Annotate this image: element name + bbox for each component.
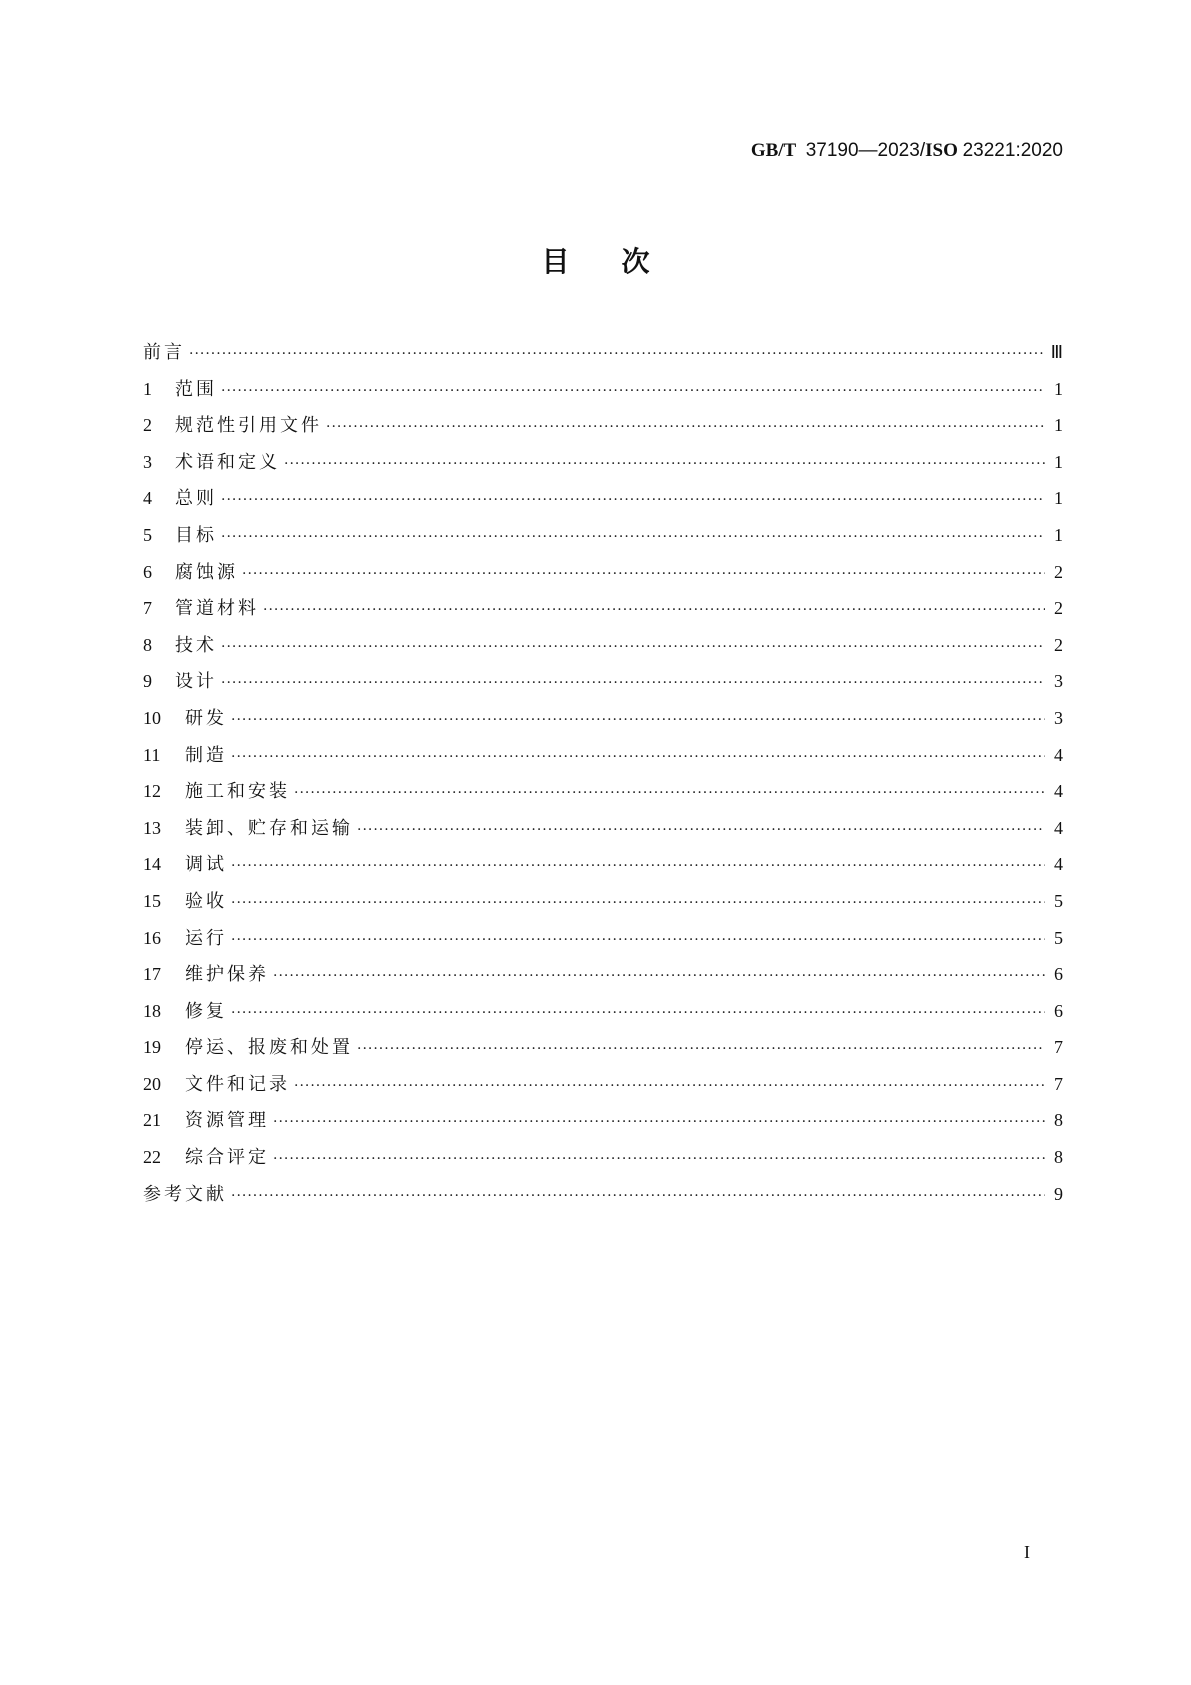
dot-leader (231, 858, 1045, 874)
page-number: I (1024, 1542, 1030, 1562)
dot-leader (357, 1041, 1045, 1057)
dot-leader (357, 822, 1045, 838)
toc-entry-number: 20 (143, 1073, 161, 1094)
toc-entry-label: 前言 (143, 342, 185, 363)
dot-leader (294, 785, 1045, 801)
standard-number-header (751, 140, 1063, 162)
toc-entry-label: 规范性引用文件 (175, 415, 322, 437)
toc-entry-label: 设计 (175, 671, 217, 693)
toc-entry-page: 2 (1054, 598, 1063, 619)
toc-entry-page: 3 (1054, 671, 1063, 692)
toc-entry-label: 资源管理 (185, 1110, 269, 1132)
toc-entry-page: 7 (1054, 1037, 1063, 1058)
toc-entry-page: 4 (1054, 744, 1063, 765)
dot-leader (231, 932, 1045, 948)
toc-entry-label: 总则 (175, 488, 217, 510)
dot-leader (294, 1078, 1045, 1094)
dot-leader (231, 712, 1045, 728)
toc-entry[interactable] (143, 924, 1063, 961)
toc-entry-label: 术语和定义 (175, 451, 280, 473)
toc-entry[interactable] (143, 997, 1063, 1034)
toc-entry-label: 腐蚀源 (175, 561, 238, 583)
toc-entry-page: 4 (1054, 817, 1063, 838)
iso-prefix: ISO (925, 140, 958, 161)
toc-entry[interactable] (143, 704, 1063, 741)
toc-entry[interactable] (143, 887, 1063, 924)
toc-entry-number: 6 (143, 561, 152, 582)
toc-entry-number: 9 (143, 671, 152, 692)
toc-entry[interactable] (143, 1070, 1063, 1107)
toc-entry-label: 综合评定 (185, 1147, 269, 1169)
toc-entry-page: 4 (1054, 854, 1063, 875)
toc-entry-label: 研发 (185, 707, 227, 729)
toc-entry-number: 5 (143, 524, 152, 545)
dot-leader (221, 675, 1045, 691)
dot-leader (273, 968, 1045, 984)
dot-leader (221, 529, 1045, 545)
toc-entry-page: 8 (1054, 1147, 1063, 1168)
toc-entry-number: 7 (143, 598, 152, 619)
toc-entry[interactable] (143, 411, 1063, 448)
toc-entry-page: 5 (1054, 890, 1063, 911)
toc-entry[interactable] (143, 960, 1063, 997)
toc-entry-label: 修复 (185, 1000, 227, 1022)
dot-leader (189, 346, 1045, 362)
toc-entry-number: 4 (143, 488, 152, 509)
toc-entry-number: 2 (143, 415, 152, 436)
page-title: 目次 (541, 245, 702, 278)
dot-leader (221, 639, 1045, 655)
dot-leader (326, 419, 1045, 435)
toc-entry-page: Ⅲ (1050, 342, 1063, 362)
toc-entry-page: 1 (1054, 451, 1063, 472)
dot-leader (231, 1188, 1045, 1204)
toc-entry-page: 1 (1054, 378, 1063, 399)
dot-leader (273, 1114, 1045, 1130)
toc-entry-page: 2 (1054, 634, 1063, 655)
toc-entry-number: 16 (143, 927, 161, 948)
toc-entry-number: 10 (143, 707, 161, 728)
dot-leader (231, 1005, 1045, 1021)
standard-code: 37190—2023/ (805, 140, 926, 161)
toc-entry-number: 18 (143, 1000, 161, 1021)
toc-entry-number: 21 (143, 1110, 161, 1131)
toc-entry-label: 装卸、贮存和运输 (185, 817, 353, 839)
toc-entry[interactable] (143, 631, 1063, 668)
toc-entry-page: 9 (1054, 1183, 1063, 1204)
toc-entry-page: 6 (1054, 1000, 1063, 1021)
dot-leader (273, 1151, 1045, 1167)
standard-prefix: GB/T (750, 140, 797, 161)
dot-leader (231, 895, 1045, 911)
toc-entry-number: 12 (143, 781, 161, 802)
toc-entry-label: 文件和记录 (185, 1073, 290, 1095)
toc-entry[interactable] (143, 777, 1063, 814)
toc-entry-number: 3 (143, 451, 152, 472)
toc-entry-number: 1 (143, 378, 152, 399)
toc-entry-label: 管道材料 (175, 598, 259, 620)
toc-entry-label: 施工和安装 (185, 781, 290, 803)
toc-entry-number: 17 (143, 964, 161, 985)
toc-entry[interactable] (143, 667, 1063, 704)
toc-entry[interactable] (143, 850, 1063, 887)
dot-leader (242, 566, 1045, 582)
toc-entry-label: 停运、报废和处置 (185, 1037, 353, 1059)
toc-entry[interactable] (143, 594, 1063, 631)
toc-entry-label: 目标 (175, 524, 217, 546)
toc-entry[interactable] (143, 521, 1063, 558)
toc-entry[interactable] (143, 1180, 1063, 1217)
toc-entry[interactable] (143, 1143, 1063, 1180)
table-of-contents (143, 338, 1063, 1216)
toc-entry-page: 6 (1054, 964, 1063, 985)
toc-entry-page: 8 (1054, 1110, 1063, 1131)
toc-entry-page: 4 (1054, 781, 1063, 802)
toc-entry-page: 1 (1054, 524, 1063, 545)
toc-entry[interactable] (143, 484, 1063, 521)
toc-entry-label: 调试 (185, 854, 227, 876)
toc-entry-label: 维护保养 (185, 964, 269, 986)
toc-entry[interactable] (143, 1106, 1063, 1143)
dot-leader (263, 602, 1045, 618)
toc-entry-label: 范围 (175, 378, 217, 400)
toc-entry-page: 7 (1054, 1073, 1063, 1094)
toc-entry-label: 验收 (185, 890, 227, 912)
toc-entry-number: 15 (143, 890, 161, 911)
toc-entry[interactable] (143, 448, 1063, 485)
toc-entry-page: 2 (1054, 561, 1063, 582)
toc-entry-label: 制造 (185, 744, 227, 766)
iso-code: 23221:2020 (962, 140, 1063, 161)
toc-entry-page: 3 (1054, 707, 1063, 728)
toc-entry-page: 1 (1054, 415, 1063, 436)
toc-entry-number: 13 (143, 817, 161, 838)
toc-entry[interactable] (143, 375, 1063, 412)
toc-entry[interactable] (143, 741, 1063, 778)
toc-entry[interactable] (143, 558, 1063, 595)
dot-leader (221, 383, 1045, 399)
toc-entry[interactable] (143, 814, 1063, 851)
toc-entry-number: 14 (143, 854, 161, 875)
dot-leader (284, 456, 1045, 472)
toc-entry-page: 5 (1054, 927, 1063, 948)
toc-entry-label: 技术 (175, 634, 217, 656)
toc-entry-page: 1 (1054, 488, 1063, 509)
dot-leader (231, 749, 1045, 765)
toc-entry-number: 11 (143, 744, 161, 765)
toc-entry-number: 19 (143, 1037, 161, 1058)
toc-entry-label: 运行 (185, 927, 227, 949)
toc-entry[interactable] (143, 338, 1063, 375)
toc-entry-number: 8 (143, 634, 152, 655)
toc-entry-number: 22 (143, 1147, 161, 1168)
toc-entry-label: 参考文献 (143, 1183, 227, 1205)
dot-leader (221, 492, 1045, 508)
toc-entry[interactable] (143, 1033, 1063, 1070)
